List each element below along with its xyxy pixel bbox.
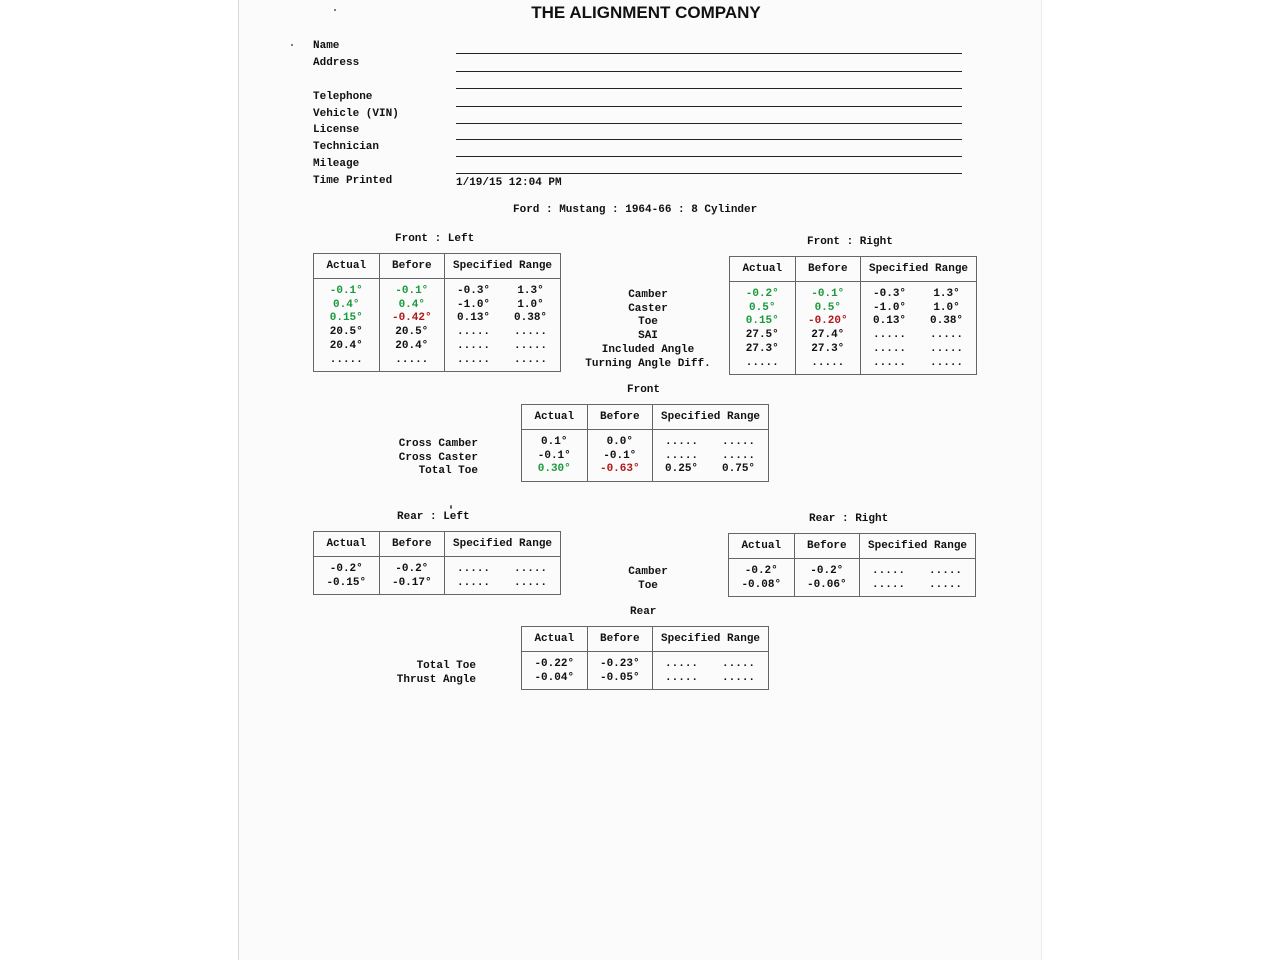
label-toe: Toe xyxy=(638,316,658,329)
label-caster: Caster xyxy=(628,302,668,315)
time-printed-value: 1/19/15 12:04 PM xyxy=(456,177,562,189)
header-before: Before xyxy=(379,532,445,557)
value-cell: 0.5° xyxy=(814,301,841,314)
value-cell: 20.4° xyxy=(329,339,363,352)
header-actual: Actual xyxy=(314,532,380,557)
field-label-address: Address xyxy=(313,57,360,69)
value-cell: 0.15° xyxy=(745,315,779,328)
specified-range-column xyxy=(653,430,769,482)
range-min: ..... xyxy=(665,658,699,670)
value-cell: 20.4° xyxy=(395,339,429,352)
address-line-2 xyxy=(456,88,962,89)
range-max: ..... xyxy=(929,565,963,577)
range-max: ..... xyxy=(514,326,548,339)
actual-column xyxy=(314,557,380,595)
range-min: ..... xyxy=(873,329,907,342)
label-camber: Camber xyxy=(628,289,668,301)
value-cell: -0.1° xyxy=(395,285,429,297)
actual-column xyxy=(730,282,796,375)
range-min: 0.25° xyxy=(665,463,699,476)
header-specified-range: Specified Range xyxy=(860,534,976,559)
range-min: ..... xyxy=(457,326,491,339)
rear-total-labels xyxy=(340,660,476,687)
range-min: ..... xyxy=(873,342,907,355)
technician-line xyxy=(456,156,962,157)
value-cell: 0.5° xyxy=(749,301,776,314)
field-label-telephone: Telephone xyxy=(313,91,373,103)
label-toe: Toe xyxy=(638,579,658,592)
header-before: Before xyxy=(587,627,653,652)
value-cell: 0.30° xyxy=(537,463,571,476)
field-label-technician: Technician xyxy=(313,141,380,153)
range-min: 0.13° xyxy=(457,312,491,325)
actual-column xyxy=(522,430,588,482)
before-column xyxy=(795,282,861,375)
header-before: Before xyxy=(795,257,861,282)
value-cell: -0.06° xyxy=(806,578,847,591)
value-cell: -0.1° xyxy=(329,285,363,297)
value-cell: 27.3° xyxy=(745,342,779,355)
actual-column xyxy=(522,652,588,690)
specified-range-column xyxy=(860,559,976,597)
header-specified-range: Specified Range xyxy=(653,405,769,430)
value-cell: -0.15° xyxy=(326,576,367,589)
range-min: ..... xyxy=(457,576,491,589)
value-cell: -0.1° xyxy=(603,449,637,462)
before-column xyxy=(794,559,860,597)
actual-column xyxy=(314,279,380,372)
range-min: -0.3° xyxy=(457,285,491,297)
specified-range-column xyxy=(653,652,769,690)
rear-right-title: Rear : Right xyxy=(809,513,889,525)
range-max: ..... xyxy=(722,658,756,670)
value-cell: 20.5° xyxy=(395,326,429,339)
vehicle-description: Ford : Mustang : 1964-66 : 8 Cylinder xyxy=(513,204,758,216)
header-specified-range: Specified Range xyxy=(445,532,561,557)
front-left-table xyxy=(313,253,561,372)
value-cell: ..... xyxy=(329,353,363,366)
range-max: ..... xyxy=(722,436,756,448)
front-right-title: Front : Right xyxy=(807,236,893,248)
range-max: 0.38° xyxy=(514,312,548,325)
range-min: -1.0° xyxy=(457,298,491,311)
value-cell: -0.05° xyxy=(599,671,640,684)
range-min: ..... xyxy=(457,563,491,575)
scan-speck xyxy=(291,44,293,46)
specified-range-column xyxy=(445,279,561,372)
company-title: THE ALIGNMENT COMPANY xyxy=(531,3,761,22)
range-max: 1.0° xyxy=(517,298,544,311)
range-min: ..... xyxy=(457,353,491,366)
value-cell: -0.2° xyxy=(810,565,844,577)
value-cell: -0.2° xyxy=(744,565,778,577)
header-specified-range: Specified Range xyxy=(445,254,561,279)
range-min: ..... xyxy=(457,339,491,352)
header-actual: Actual xyxy=(522,405,588,430)
rear-total-table xyxy=(521,626,769,690)
value-cell: -0.17° xyxy=(391,576,432,589)
range-min: ..... xyxy=(665,436,699,448)
range-max: 1.0° xyxy=(933,301,960,314)
header-specified-range: Specified Range xyxy=(653,627,769,652)
range-max: ..... xyxy=(930,356,964,369)
field-label-license: License xyxy=(313,124,360,136)
front-right-table xyxy=(729,256,977,375)
value-cell: -0.2° xyxy=(395,563,429,575)
value-cell: -0.04° xyxy=(534,671,575,684)
label-total-toe: Total Toe xyxy=(418,465,478,478)
actual-column xyxy=(729,559,795,597)
label-total-toe: Total Toe xyxy=(416,660,476,672)
before-column xyxy=(379,557,445,595)
specified-range-column xyxy=(861,282,977,375)
front-left-title: Front : Left xyxy=(395,233,475,245)
field-label-name: Name xyxy=(313,40,340,52)
range-min: 0.13° xyxy=(873,315,907,328)
range-max: ..... xyxy=(722,671,756,684)
rear-measurement-labels xyxy=(565,566,731,593)
header-specified-range: Specified Range xyxy=(861,257,977,282)
field-label-time-printed: Time Printed xyxy=(313,175,393,187)
front-total-labels xyxy=(340,438,478,479)
value-cell: -0.20° xyxy=(807,315,848,328)
rear-left-title: Rear : Left xyxy=(397,511,470,523)
range-max: 0.38° xyxy=(930,315,964,328)
value-cell: 27.5° xyxy=(745,329,779,342)
range-min: -0.3° xyxy=(873,288,907,300)
label-cross-caster: Cross Caster xyxy=(398,451,478,464)
header-before: Before xyxy=(794,534,860,559)
rear-total-title: Rear xyxy=(630,606,657,618)
range-max: ..... xyxy=(930,329,964,342)
range-min: -1.0° xyxy=(873,301,907,314)
value-cell: 20.5° xyxy=(329,326,363,339)
value-cell: -0.22° xyxy=(534,658,575,670)
value-cell: -0.2° xyxy=(745,288,779,300)
value-cell: ..... xyxy=(745,356,779,369)
telephone-line xyxy=(456,106,962,107)
label-turning-angle-diff: Turning Angle Diff. xyxy=(585,357,711,370)
range-max: ..... xyxy=(930,342,964,355)
value-cell: -0.1° xyxy=(811,288,845,300)
value-cell: ..... xyxy=(395,353,429,366)
vehicle-vin-line xyxy=(456,123,962,124)
value-cell: 0.15° xyxy=(329,312,363,325)
header-actual: Actual xyxy=(314,254,380,279)
header-actual: Actual xyxy=(730,257,796,282)
value-cell: 27.3° xyxy=(811,342,845,355)
value-cell: -0.2° xyxy=(329,563,363,575)
license-line xyxy=(456,139,962,140)
header-before: Before xyxy=(587,405,653,430)
label-camber: Camber xyxy=(628,566,668,578)
value-cell: -0.42° xyxy=(391,312,432,325)
value-cell: ..... xyxy=(811,356,845,369)
label-thrust-angle: Thrust Angle xyxy=(396,673,476,686)
header-actual: Actual xyxy=(522,627,588,652)
range-min: ..... xyxy=(872,565,906,577)
header-before: Before xyxy=(379,254,445,279)
label-included-angle: Included Angle xyxy=(601,343,695,356)
range-max: ..... xyxy=(722,449,756,462)
specified-range-column xyxy=(445,557,561,595)
range-max: ..... xyxy=(514,353,548,366)
range-max: ..... xyxy=(514,576,548,589)
label-sai: SAI xyxy=(638,330,658,343)
range-min: ..... xyxy=(873,356,907,369)
value-cell: -0.23° xyxy=(599,658,640,670)
range-min: ..... xyxy=(665,671,699,684)
range-min: ..... xyxy=(872,578,906,591)
range-max: ..... xyxy=(514,563,548,575)
value-cell: -0.1° xyxy=(537,449,571,462)
value-cell: 0.4° xyxy=(398,298,425,311)
value-cell: 27.4° xyxy=(811,329,845,342)
value-cell: 0.4° xyxy=(333,298,360,311)
before-column xyxy=(587,652,653,690)
range-max: ..... xyxy=(929,578,963,591)
value-cell: -0.63° xyxy=(599,463,640,476)
front-total-table xyxy=(521,404,769,482)
header-actual: Actual xyxy=(729,534,795,559)
field-label-vehicle-vin: Vehicle (VIN) xyxy=(313,108,399,120)
rear-right-table xyxy=(728,533,976,597)
value-cell: -0.08° xyxy=(741,578,782,591)
range-max: 1.3° xyxy=(517,285,544,297)
value-cell: 0.1° xyxy=(541,436,568,448)
mileage-line xyxy=(456,173,962,174)
front-measurement-labels xyxy=(565,289,731,371)
range-max: ..... xyxy=(514,339,548,352)
address-line-1 xyxy=(456,71,962,72)
range-max: 0.75° xyxy=(722,463,756,476)
scan-speck xyxy=(450,505,452,509)
field-label-mileage: Mileage xyxy=(313,158,360,170)
before-column xyxy=(587,430,653,482)
label-cross-camber: Cross Camber xyxy=(398,438,478,450)
range-max: 1.3° xyxy=(933,288,960,300)
range-min: ..... xyxy=(665,449,699,462)
name-line xyxy=(456,53,962,54)
front-total-title: Front xyxy=(627,384,661,396)
before-column xyxy=(379,279,445,372)
rear-left-table xyxy=(313,531,561,595)
value-cell: 0.0° xyxy=(606,436,633,448)
